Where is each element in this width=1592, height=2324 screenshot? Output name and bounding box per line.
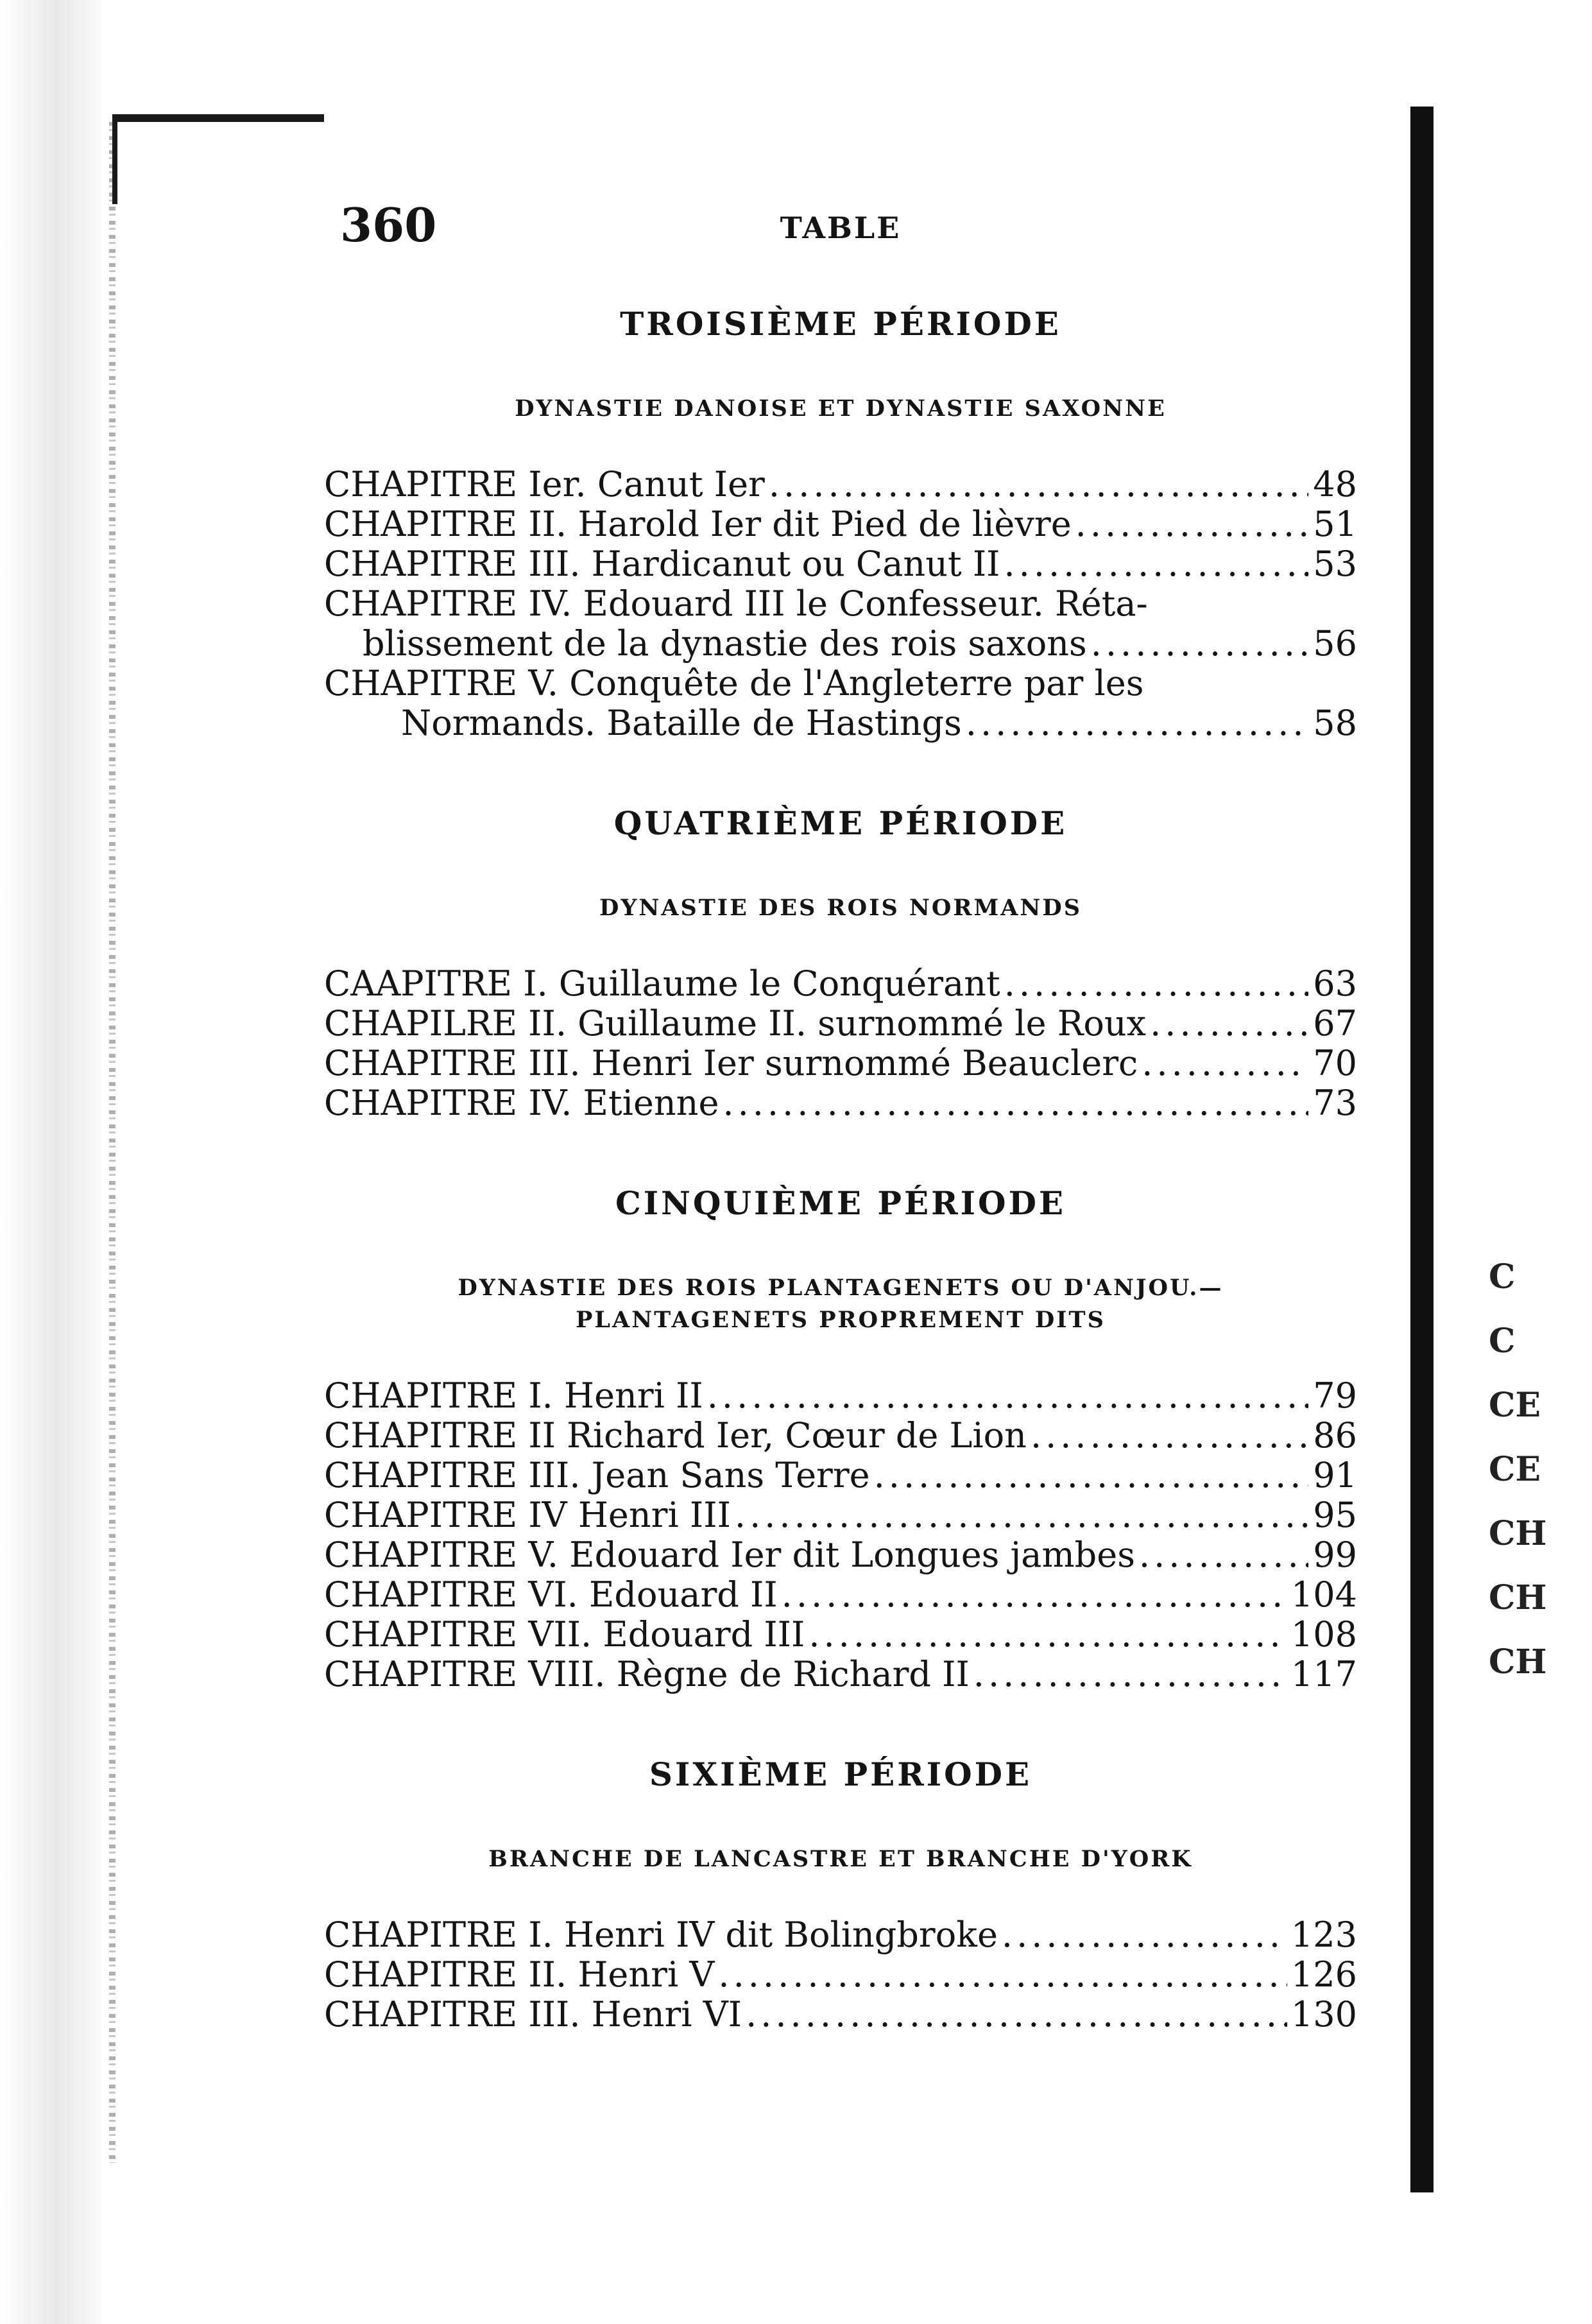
margin-fragment: CH — [1489, 1642, 1547, 1682]
dot-leader — [1139, 1535, 1308, 1575]
chapter-entry — [324, 1495, 1357, 1535]
dot-leader — [973, 1655, 1287, 1694]
page-ref: 95 — [1313, 1495, 1357, 1535]
chapter-list — [324, 465, 1357, 743]
dot-leader — [782, 1575, 1287, 1615]
chapter-title: CAAPITRE I. Guillaume le Conquérant — [324, 963, 1000, 1004]
chapter-entry — [324, 1915, 1357, 1955]
table-of-contents — [324, 305, 1357, 2035]
chapter-title: CHAPITRE II Richard Ier, Cœur de Lion — [324, 1415, 1027, 1456]
page-ref: 79 — [1313, 1375, 1357, 1416]
chapter-title-continuation — [324, 624, 1357, 664]
chapter-entry — [324, 1955, 1357, 1995]
margin-fragment: C — [1489, 1257, 1516, 1296]
chapter-entry — [324, 1615, 1357, 1655]
chapter-entry — [324, 1004, 1357, 1044]
page-ref: 123 — [1290, 1915, 1357, 1955]
chapter-list — [324, 964, 1357, 1123]
page-ref: 51 — [1313, 504, 1357, 544]
chapter-title-cont-text: blissement de la dynastie des rois saxons — [363, 623, 1087, 664]
chapter-entry — [324, 584, 1357, 664]
dynasty-subtitle — [324, 892, 1357, 924]
dot-leader — [707, 1376, 1308, 1416]
page-ref: 63 — [1313, 963, 1357, 1004]
chapter-title: CHAPITRE Ier. Canut Ier — [324, 464, 765, 504]
chapter-title: CHAPITRE III. Jean Sans Terre — [324, 1455, 870, 1495]
chapter-title: CHAPITRE IV. Etienne — [324, 1083, 719, 1123]
page-ref: 56 — [1313, 623, 1357, 664]
dot-leader — [1002, 1915, 1287, 1955]
dot-leader — [1004, 544, 1308, 584]
chapter-entry — [324, 465, 1357, 504]
chapter-title: CHAPITRE II. Harold Ier dit Pied de lièvre — [324, 504, 1072, 544]
chapter-title: CHAPITRE VIII. Règne de Richard II — [324, 1654, 970, 1694]
chapter-title: CHAPITRE III. Henri Ier surnommé Beauclerc — [324, 1043, 1138, 1083]
page-ref: 58 — [1313, 703, 1357, 743]
page-ref: 70 — [1313, 1043, 1357, 1083]
dynasty-subtitle — [324, 393, 1357, 425]
chapter-title: CHAPITRE VI. Edouard II — [324, 1574, 778, 1615]
dot-leader — [1150, 1004, 1308, 1044]
margin-fragment: CH — [1489, 1578, 1547, 1617]
page-ref: 117 — [1290, 1654, 1357, 1694]
chapter-list — [324, 1915, 1357, 2035]
dynasty-line: PLANTAGENETS PROPREMENT DITS — [576, 1307, 1106, 1333]
dot-leader — [1075, 504, 1308, 544]
period-title: CINQUIÈME PÉRIODE — [615, 1184, 1066, 1222]
dot-leader — [1031, 1416, 1308, 1456]
dynasty-line: DYNASTIE DES ROIS NORMANDS — [599, 895, 1083, 921]
chapter-list — [324, 1376, 1357, 1694]
chapter-title: CHAPITRE V. Edouard Ier dit Longues jambes — [324, 1535, 1135, 1575]
margin-fragment: CE — [1489, 1450, 1541, 1489]
period-section — [324, 1184, 1357, 1694]
period-section — [324, 1755, 1357, 2035]
dynasty-line: DYNASTIE DES ROIS PLANTAGENETS OU D'ANJOU.— — [458, 1275, 1224, 1301]
dot-leader — [746, 1995, 1287, 2035]
chapter-title: CHAPITRE I. Henri II — [324, 1375, 703, 1416]
page-ref: 99 — [1313, 1535, 1357, 1575]
dynasty-subtitle — [324, 1843, 1357, 1875]
page-border-top — [112, 114, 324, 122]
dot-leader — [966, 703, 1308, 743]
chapter-title-continuation — [324, 703, 1357, 743]
margin-fragment: CE — [1489, 1386, 1541, 1425]
running-head — [324, 193, 1357, 263]
page-border-right — [1410, 107, 1434, 2192]
chapter-title-cont-text: Normands. Bataille de Hastings — [401, 703, 962, 743]
binding-gutter — [0, 0, 103, 2324]
page-ref: 126 — [1290, 1954, 1357, 1995]
dot-leader — [1004, 964, 1308, 1004]
period-section — [324, 804, 1357, 1123]
chapter-entry — [324, 1044, 1357, 1083]
dot-leader — [769, 465, 1308, 504]
page-ref: 108 — [1290, 1614, 1357, 1655]
chapter-title: CHAPITRE III. Hardicanut ou Canut II — [324, 544, 1000, 584]
page-ref: 73 — [1313, 1083, 1357, 1123]
chapter-entry — [324, 544, 1357, 584]
dot-leader — [1142, 1044, 1308, 1083]
chapter-title: CHAPITRE III. Henri VI — [324, 1994, 742, 2035]
dot-leader — [735, 1495, 1308, 1535]
page — [324, 193, 1357, 2035]
period-title: SIXIÈME PÉRIODE — [649, 1755, 1032, 1793]
chapter-title: CHAPITRE VII. Edouard III — [324, 1614, 805, 1655]
page-ref: 67 — [1313, 1003, 1357, 1044]
chapter-entry — [324, 1376, 1357, 1416]
dynasty-line: DYNASTIE DANOISE ET DYNASTIE SAXONNE — [515, 395, 1167, 422]
dot-leader — [809, 1615, 1287, 1655]
dot-leader — [718, 1955, 1287, 1995]
dynasty-line: BRANCHE DE LANCASTRE ET BRANCHE D'YORK — [488, 1846, 1193, 1872]
dot-leader — [1091, 624, 1308, 664]
page-ref: 53 — [1313, 544, 1357, 584]
running-title: TABLE — [780, 211, 902, 245]
chapter-entry — [324, 1995, 1357, 2035]
chapter-entry — [324, 1416, 1357, 1456]
margin-fragment: CH — [1489, 1514, 1547, 1553]
page-number: 360 — [340, 198, 437, 252]
dot-leader — [874, 1456, 1308, 1495]
page-border-left — [112, 114, 117, 204]
chapter-entry — [324, 1535, 1357, 1575]
chapter-title: CHAPITRE I. Henri IV dit Bolingbroke — [324, 1915, 998, 1955]
period-section — [324, 305, 1357, 743]
chapter-title: CHAPITRE IV Henri III — [324, 1495, 731, 1535]
chapter-entry — [324, 504, 1357, 544]
page-ref: 86 — [1313, 1415, 1357, 1456]
chapter-title: CHAPITRE IV. Edouard III le Confesseur. Réta- — [324, 583, 1148, 624]
page-ref: 91 — [1313, 1455, 1357, 1495]
chapter-entry — [324, 964, 1357, 1004]
chapter-title: CHAPITRE II. Henri V — [324, 1954, 715, 1995]
chapter-entry — [324, 1456, 1357, 1495]
margin-fragment: C — [1489, 1321, 1516, 1361]
page-ref: 48 — [1313, 464, 1357, 504]
chapter-entry — [324, 664, 1357, 743]
chapter-entry — [324, 1083, 1357, 1123]
dynasty-subtitle — [324, 1272, 1357, 1336]
period-title: TROISIÈME PÉRIODE — [620, 305, 1061, 343]
dot-leader — [723, 1083, 1308, 1123]
chapter-title: CHAPITRE V. Conquête de l'Angleterre par les — [324, 663, 1144, 703]
page-ref: 104 — [1290, 1574, 1357, 1615]
chapter-entry — [324, 1575, 1357, 1615]
page-ref: 130 — [1290, 1994, 1357, 2035]
chapter-entry — [324, 1655, 1357, 1694]
period-title: QUATRIÈME PÉRIODE — [613, 804, 1068, 842]
chapter-title: CHAPILRE II. Guillaume II. surnommé le Roux — [324, 1003, 1147, 1044]
facing-page-fragments — [1489, 1245, 1585, 1694]
